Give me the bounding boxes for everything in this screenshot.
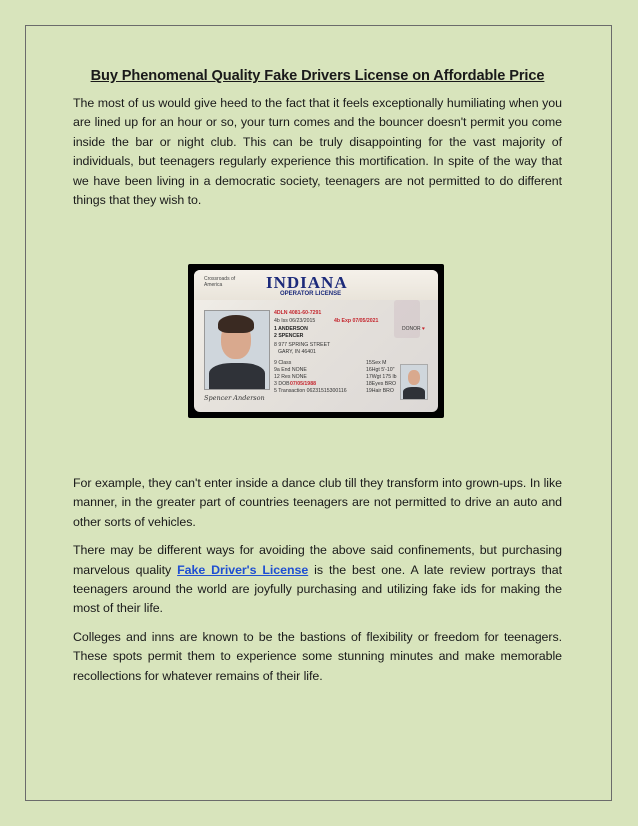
license-hair: 19Hair BRO [366,388,394,394]
license-transaction: 5 Transaction 06231515300116 [274,388,347,394]
license-rest: 12 Res NONE [274,374,307,380]
license-dln: 4DLN 4081-60-7291 [274,310,322,316]
paragraph-colleges: Colleges and inns are known to be the bastions of flexibility or freedom for teenagers. These spots permit them to experience some stunning minutes and make memorable recollections for whatever remains of their life. [73,629,562,683]
license-sex: 15Sex M [366,360,387,366]
photo-shirt [209,363,265,389]
photo-hair [218,315,254,333]
document-body [73,68,562,219]
license-weight: 17Wgt 175 lb [366,374,397,380]
license-signature: Spencer Anderson [204,394,265,402]
license-class: 9 Class [274,360,292,366]
license-photo [204,310,270,390]
ghost-shirt [403,387,425,399]
license-subtitle: OPERATOR LICENSE [280,291,342,297]
license-city: GARY, IN 46401 [278,349,316,355]
document-body-continued [73,474,562,695]
state-motto: Crossroads of America [204,276,236,288]
license-dob: 07/05/1988 [290,381,316,387]
donor-label [402,326,425,332]
heart-icon: ♥ [422,326,425,332]
license-street: 8 977 SPRING STREET [274,342,331,348]
license-state: INDIANA [266,273,348,292]
license-dob-label: 3 DOB [274,381,290,387]
license-end: 9a End NONE [274,367,307,373]
license-image [188,264,444,418]
paragraph-ways [73,541,562,619]
license-iss: 4b Iss 06/23/2015 [274,318,316,324]
document-title: Buy Phenomenal Quality Fake Drivers License on Affordable Price [90,68,545,84]
license-eyes: 18Eyes BRO [366,381,396,387]
license-last-name: 1 ANDERSON [274,326,308,332]
donor-text: DONOR [402,326,421,332]
paragraph-ways-start: There may be different ways for avoiding the above said confinements, but purchasing marvelous quality [73,543,562,577]
state-outline-graphic [394,300,420,338]
ghost-face [408,370,420,385]
paragraph-intro: The most of us would give heed to the fact that it feels exceptionally humiliating when you are lined up for an hour or so, your turn comes and the bouncer doesn't permit you come inside the bar or night club. This can be truly disappointing for the vast majority of individuals, but teenagers regularly experience this mortification. In spite of the way that we have been living in a democratic society, teenagers are not permitted to do different things that they wish to. [73,96,562,208]
paragraph-example: For example, they can't enter inside a dance club till they transform into grown-ups. In like manner, in the greater part of countries teenagers are not permitted to drive an auto and other sorts of vehicles. [73,476,562,529]
fake-license-link[interactable]: Fake Driver's License [177,562,309,577]
license-first-name: 2 SPENCER [274,333,304,339]
license-height: 16Hgt 5'-10" [366,367,395,373]
license-card [194,270,438,412]
license-ghost-photo [400,364,428,400]
paragraph-ways-end: is the best one. A late review portrays that teenagers around the world are joyfully purchasing and utilizing fake ids for making the most of their life. [73,562,562,616]
license-exp: 4b Exp 07/05/2021 [334,318,379,324]
